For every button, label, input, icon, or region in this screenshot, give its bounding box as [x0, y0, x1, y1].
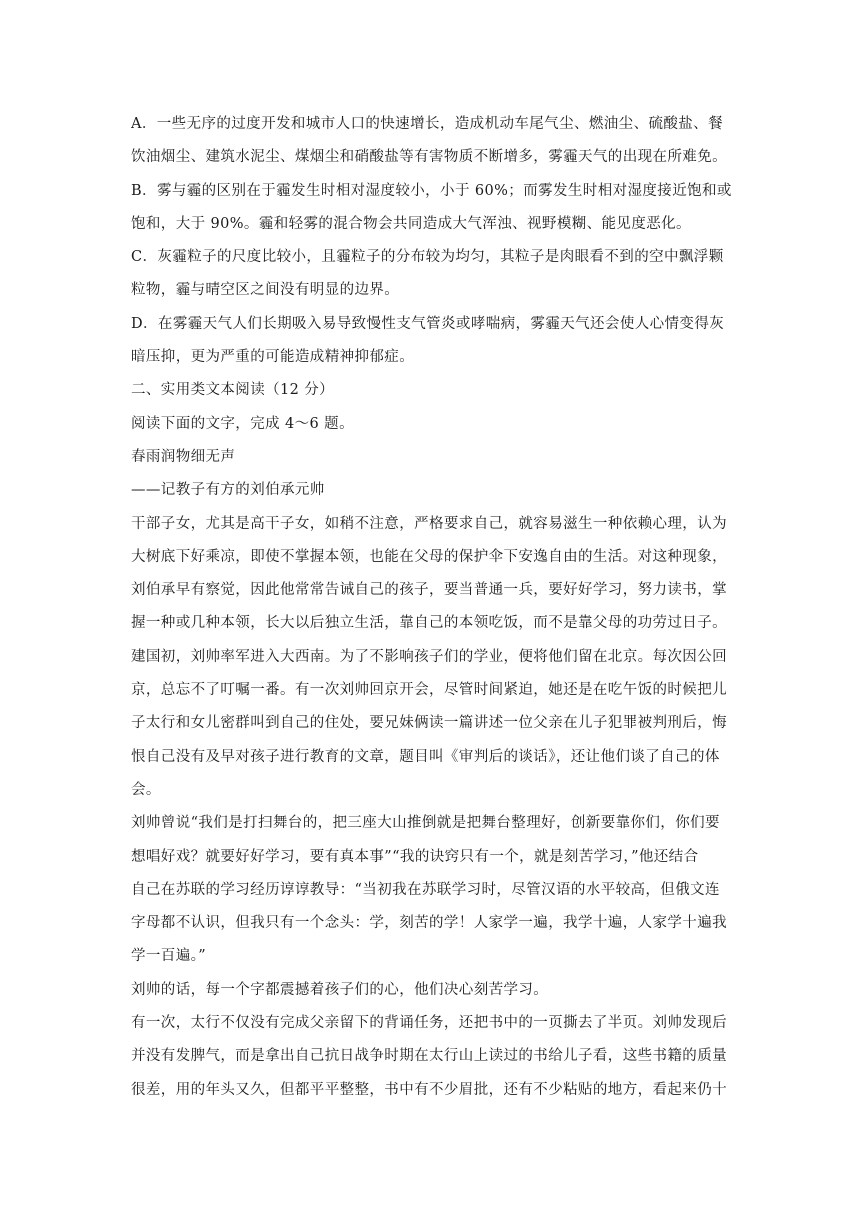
text-line: 学一百遍。”	[131, 948, 207, 965]
text-line: A．一些无序的过度开发和城市人口的快速增长，造成机动车尾气尘、燃油尘、硫酸盐、餐	[131, 116, 723, 132]
text-line: 字母都不认识，但我只有一个念头：学，刻苦的学！人家学一遍，我学十遍，人家学十遍我	[131, 915, 727, 932]
text-line: 二、实用类文本阅读（12 分）	[131, 382, 335, 399]
text-line: 饱和，大于 90%。霾和轻雾的混合物会共同造成大气浑浊、视野模糊、能见度恶化。	[131, 215, 691, 232]
text-line: B．雾与霾的区别在于霾发生时相对湿度较小，小于 60%；而雾发生时相对湿度接近饱和或	[131, 182, 732, 199]
text-line: 有一次，太行不仅没有完成父亲留下的背诵任务，还把书中的一页撕去了半页。刘帅发现后	[131, 1015, 727, 1032]
text-line: 大树底下好乘凉，即使不掌握本领，也能在父母的保护伞下安逸自由的生活。对这种现象，	[131, 548, 727, 565]
text-line: 自己在苏联的学习经历谆谆教导：“当初我在苏联学习时，尽管汉语的水平较高，但俄文连	[131, 881, 720, 898]
text-line: 阅读下面的文字，完成 4～6 题。	[131, 415, 354, 432]
text-line: 京，总忘不了叮嘱一番。有一次刘帅回京开会，尽管时间紧迫，她还是在吃午饭的时候把儿	[131, 682, 727, 699]
text-line: D．在雾霾天气人们长期吸入易导致慢性支气管炎或哮喘病，雾霾天气还会使人心情变得灰	[131, 315, 725, 332]
text-line: 建国初，刘帅率军进入大西南。为了不影响孩子们的学业，便将他们留在北京。每次因公回	[131, 648, 727, 665]
text-line: C．灰霾粒子的尺度比较小，且霾粒子的分布较为均匀，其粒子是肉眼看不到的空中飘浮颗	[131, 249, 724, 266]
text-line: 刘伯承早有察觉，因此他常常告诫自己的孩子，要当普通一兵，要好好学习，努力读书，掌	[131, 582, 727, 599]
text-line: ——记教子有方的刘伯承元帅	[131, 482, 325, 499]
text-line: 粒物，霾与晴空区之间没有明显的边界。	[131, 282, 400, 299]
text-line: 恨自己没有及早对孩子进行教育的文章，题目叫《审判后的谈话》，还让他们谈了自己的体	[131, 748, 720, 765]
text-line: 很差，用的年头又久，但都平平整整，书中有不少眉批，还有不少粘贴的地方，看起来仍十	[131, 1081, 727, 1098]
text-line: 饮油烟尘、建筑水泥尘、煤烟尘和硝酸盐等有害物质不断增多，雾霾天气的出现在所难免。	[131, 149, 727, 166]
document-page	[131, 108, 743, 1107]
text-line: 会。	[131, 781, 161, 798]
text-line: 春雨润物细无声	[131, 448, 236, 465]
text-line: 子太行和女儿密群叫到自己的住处，要兄妹俩读一篇讲述一位父亲在儿子犯罪被判刑后，悔	[131, 715, 727, 732]
text-line: 暗压抑，更为严重的可能造成精神抑郁症。	[131, 349, 415, 366]
text-line: 刘帅曾说“我们是打扫舞台的，把三座大山推倒就是把舞台整理好，创新要靠你们，你们要	[131, 815, 720, 832]
text-line: 想唱好戏？就要好好学习，要有真本事”“我的诀窍只有一个，就是刻苦学习，”他还结合	[131, 848, 699, 865]
text-line: 干部子女，尤其是高干子女，如稍不注意，严格要求自己，就容易滋生一种依赖心理，认为	[131, 515, 727, 532]
text-line: 刘帅的话，每一个字都震撼着孩子们的心，他们决心刻苦学习。	[131, 981, 549, 998]
text-line: 握一种或几种本领，长大以后独立生活，靠自己的本领吃饭，而不是靠父母的功劳过日子。	[131, 615, 727, 632]
text-line: 并没有发脾气，而是拿出自己抗日战争时期在太行山上读过的书给儿子看，这些书籍的质量	[131, 1048, 727, 1065]
